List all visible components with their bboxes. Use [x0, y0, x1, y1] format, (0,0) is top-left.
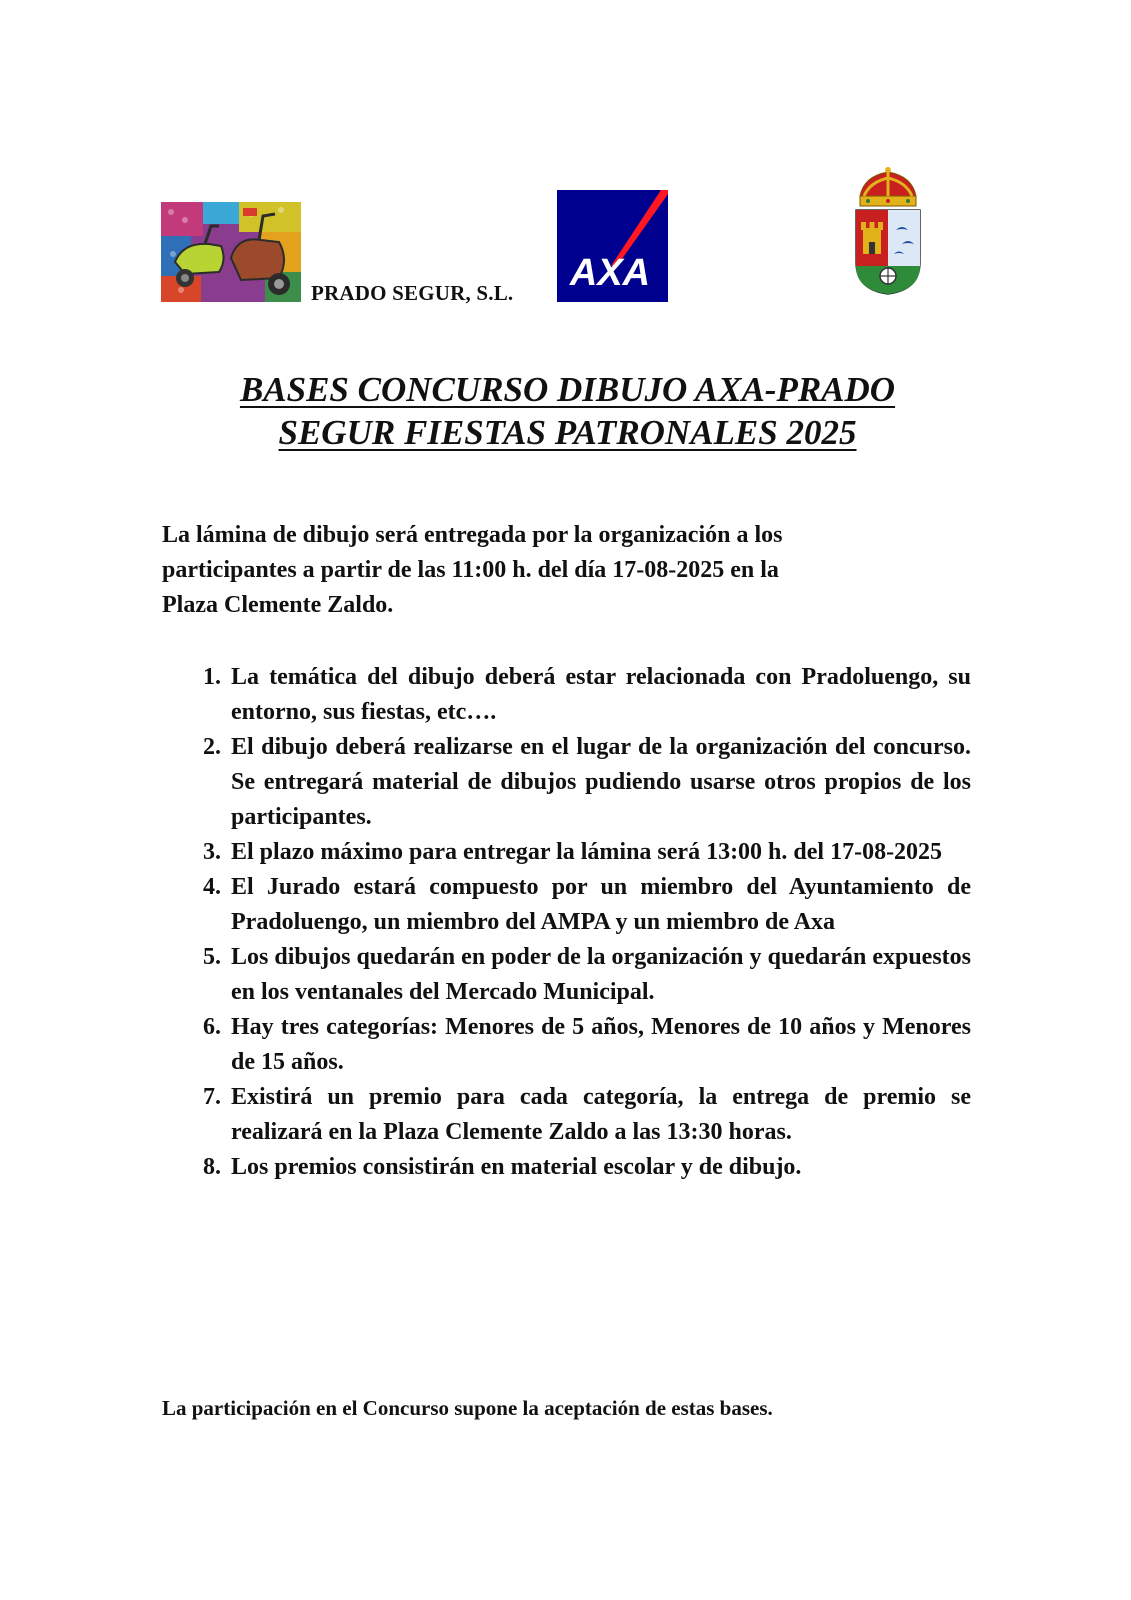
intro-line-3: Plaza Clemente Zaldo.	[162, 592, 394, 618]
rule-text: El dibujo deberá realizarse en el lugar de la organización del concurso. Se entregará material de dibujos pudiendo usarse otros propios de los participantes.	[231, 734, 971, 830]
rule-number: 1.	[203, 664, 221, 690]
coat-of-arms-icon	[850, 166, 926, 296]
title-line-2: SEGUR FIESTAS PATRONALES 2025	[278, 413, 857, 452]
rule-item	[161, 660, 971, 730]
rule-text: Los dibujos quedarán en poder de la organización y quedarán expuestos en los ventanales del Mercado Municipal.	[231, 944, 971, 1005]
footer-note: La participación en el Concurso supone la aceptación de estas bases.	[162, 1396, 773, 1420]
rule-item	[161, 870, 971, 940]
rule-text: La temática del dibujo deberá estar relacionada con Pradoluengo, su entorno, sus fiestas, etc….	[231, 664, 971, 725]
rule-item	[161, 730, 971, 835]
rule-number: 7.	[203, 1084, 221, 1110]
rule-number: 2.	[203, 734, 221, 760]
rule-number: 8.	[203, 1154, 221, 1180]
axa-logo-text: AXA	[569, 252, 651, 294]
rules-list	[161, 660, 971, 1185]
rule-item	[161, 1150, 971, 1185]
rule-item	[161, 835, 971, 870]
rule-number: 3.	[203, 839, 221, 865]
rule-item	[161, 1010, 971, 1080]
rule-item	[161, 940, 971, 1010]
intro-paragraph	[162, 518, 982, 623]
title-line-1: BASES CONCURSO DIBUJO AXA-PRADO	[239, 370, 896, 409]
rule-text: El plazo máximo para entregar la lámina será 13:00 h. del 17-08-2025	[231, 839, 943, 865]
rule-text: Existirá un premio para cada categoría, la entrega de premio se realizará en la Plaza Clemente Zaldo a las 13:30 horas.	[231, 1084, 971, 1145]
axa-logo-icon	[557, 190, 668, 302]
company-name: PRADO SEGUR, S.L.	[311, 281, 514, 305]
rule-item	[161, 1080, 971, 1150]
rule-text: El Jurado estará compuesto por un miembro del Ayuntamiento de Pradoluengo, un miembro del AMPA y un miembro de Axa	[231, 874, 971, 935]
rule-number: 6.	[203, 1014, 221, 1040]
intro-line-2: participantes a partir de las 11:00 h. del día 17-08-2025 en la	[162, 557, 779, 583]
rule-text: Hay tres categorías: Menores de 5 años, Menores de 10 años y Menores de 15 años.	[231, 1014, 971, 1075]
document-title	[160, 368, 975, 454]
rule-number: 5.	[203, 944, 221, 970]
rule-number: 4.	[203, 874, 221, 900]
vespa-popart-logo-icon	[161, 202, 301, 302]
intro-line-1: La lámina de dibujo será entregada por la organización a los	[162, 522, 783, 548]
rule-text: Los premios consistirán en material escolar y de dibujo.	[231, 1154, 802, 1180]
